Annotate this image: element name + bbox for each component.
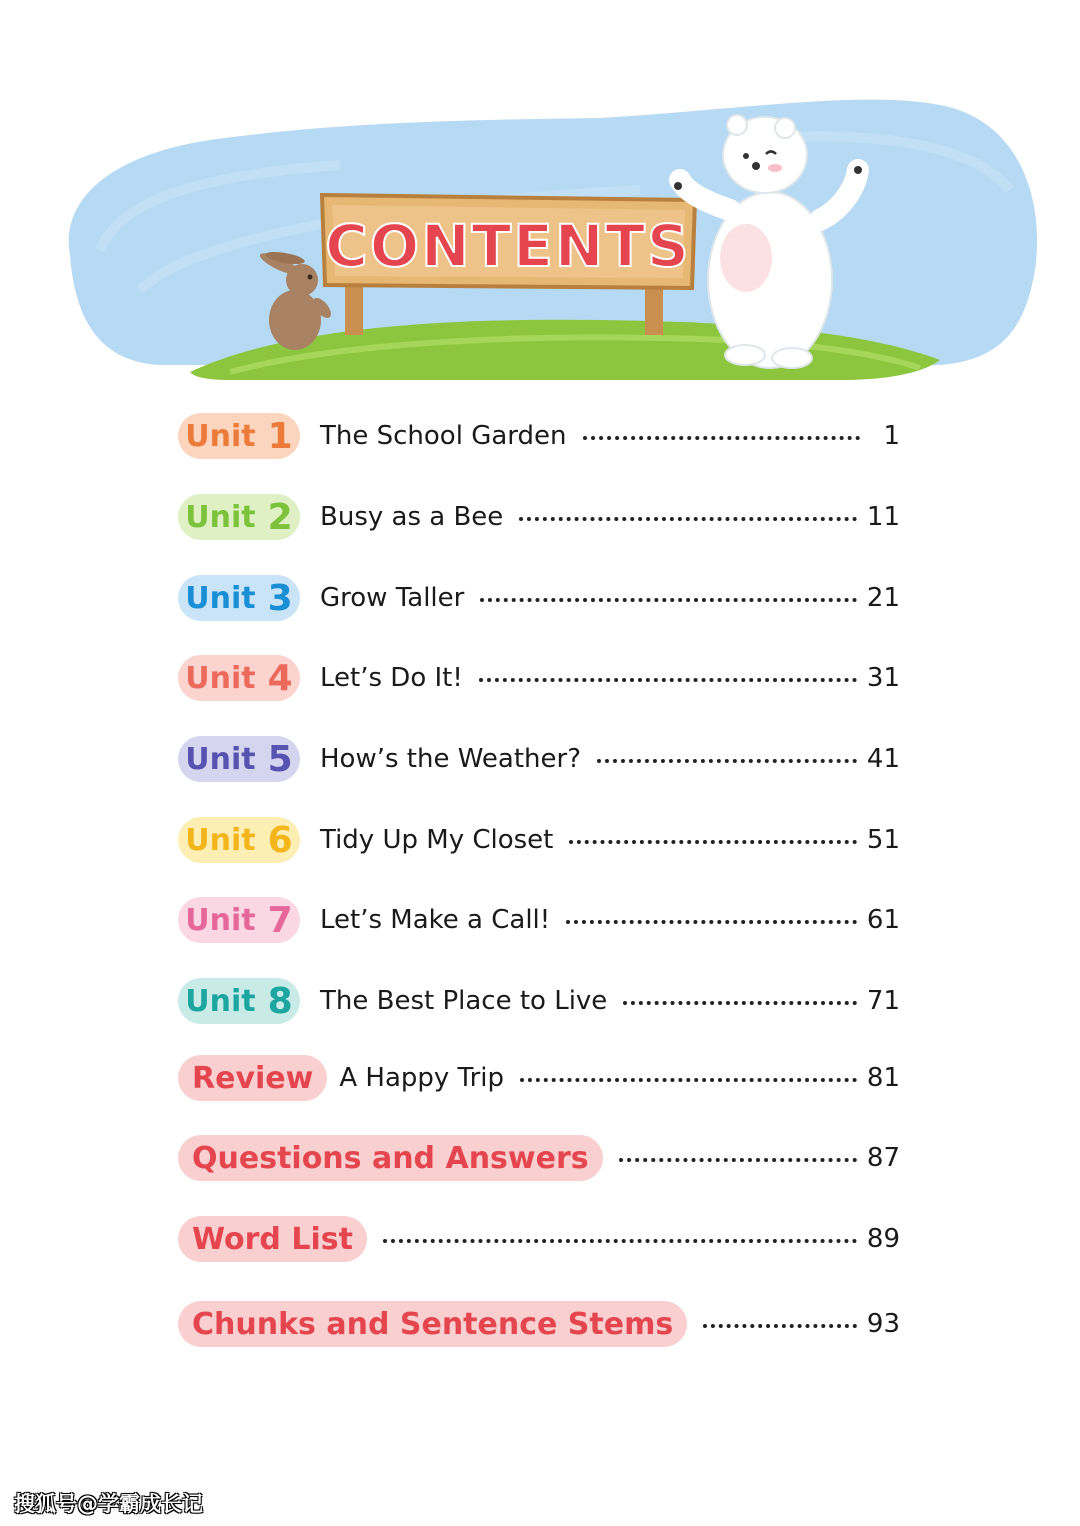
unit-label: Unit <box>185 822 256 858</box>
page-number: 93 <box>866 1309 900 1339</box>
toc-entry-unit-7[interactable] <box>178 896 900 944</box>
toc-entry-unit-1[interactable] <box>178 412 900 460</box>
unit-label: Unit <box>185 418 256 454</box>
dot-leader <box>619 1158 857 1162</box>
dot-leader <box>569 840 857 844</box>
unit-label: Unit <box>185 580 256 616</box>
page-number: 21 <box>866 583 900 613</box>
unit-title: Busy as a Bee <box>320 502 504 532</box>
unit-number: 7 <box>267 899 293 941</box>
unit-badge <box>178 817 300 863</box>
toc-entry-unit-4[interactable] <box>178 654 900 702</box>
section-badge: Review <box>178 1055 327 1101</box>
unit-badge <box>178 736 300 782</box>
toc-entry-unit-6[interactable] <box>178 816 900 864</box>
unit-number: 1 <box>267 415 293 457</box>
dot-leader <box>383 1239 857 1243</box>
unit-label: Unit <box>185 660 256 696</box>
unit-title: Let’s Make a Call! <box>320 905 551 935</box>
unit-label: Unit <box>185 741 256 777</box>
page-number: 51 <box>866 825 900 855</box>
unit-title: Grow Taller <box>320 583 465 613</box>
unit-title: Let’s Do It! <box>320 663 463 693</box>
unit-title: How’s the Weather? <box>320 744 582 774</box>
unit-number: 3 <box>267 577 293 619</box>
unit-badge <box>178 413 300 459</box>
dot-leader <box>623 1001 857 1005</box>
unit-label: Unit <box>185 499 256 535</box>
page-number: 87 <box>866 1143 900 1173</box>
contents-sign <box>322 195 695 288</box>
watermark-text: 搜狐号@学霸成长记 <box>14 1492 203 1516</box>
section-badge: Word List <box>178 1216 367 1262</box>
toc-entry-unit-3[interactable] <box>178 574 900 622</box>
page-number: 61 <box>866 905 900 935</box>
dot-leader <box>566 920 857 924</box>
unit-title: The Best Place to Live <box>320 986 608 1016</box>
section-badge: Questions and Answers <box>178 1135 603 1181</box>
toc-entry-unit-2[interactable] <box>178 493 900 541</box>
section-title: A Happy Trip <box>339 1063 505 1093</box>
page-number: 1 <box>883 421 900 451</box>
unit-badge <box>178 655 300 701</box>
toc-entry-word-list[interactable] <box>178 1215 900 1263</box>
dot-leader <box>703 1324 857 1328</box>
toc-entry-review[interactable] <box>178 1054 900 1102</box>
contents-banner-illustration <box>40 80 1050 400</box>
section-badge: Chunks and Sentence Stems <box>178 1301 687 1347</box>
dot-leader <box>520 1078 857 1082</box>
page-number: 41 <box>866 744 900 774</box>
page-number: 31 <box>866 663 900 693</box>
unit-number: 4 <box>267 657 293 699</box>
dot-leader <box>480 598 857 602</box>
unit-title: Tidy Up My Closet <box>320 825 554 855</box>
contents-sign-title: CONTENTS <box>325 212 691 280</box>
unit-badge <box>178 978 300 1024</box>
unit-number: 2 <box>267 496 293 538</box>
unit-number: 5 <box>267 738 293 780</box>
page-number: 81 <box>866 1063 900 1093</box>
page-number: 11 <box>866 502 900 532</box>
unit-badge <box>178 575 300 621</box>
unit-label: Unit <box>185 983 256 1019</box>
unit-badge <box>178 897 300 943</box>
unit-number: 8 <box>267 980 293 1022</box>
dot-leader <box>479 678 857 682</box>
page-number: 71 <box>866 986 900 1016</box>
dot-leader <box>583 436 861 440</box>
toc-entry-chunks-and-sentence-stems[interactable] <box>178 1300 900 1348</box>
page-number: 89 <box>866 1224 900 1254</box>
toc-entry-unit-8[interactable] <box>178 977 900 1025</box>
toc-entry-questions-and-answers[interactable] <box>178 1134 900 1182</box>
unit-number: 6 <box>267 819 293 861</box>
unit-badge <box>178 494 300 540</box>
toc-entry-unit-5[interactable] <box>178 735 900 783</box>
unit-title: The School Garden <box>320 421 567 451</box>
dot-leader <box>519 517 857 521</box>
unit-label: Unit <box>185 902 256 938</box>
dot-leader <box>597 759 857 763</box>
